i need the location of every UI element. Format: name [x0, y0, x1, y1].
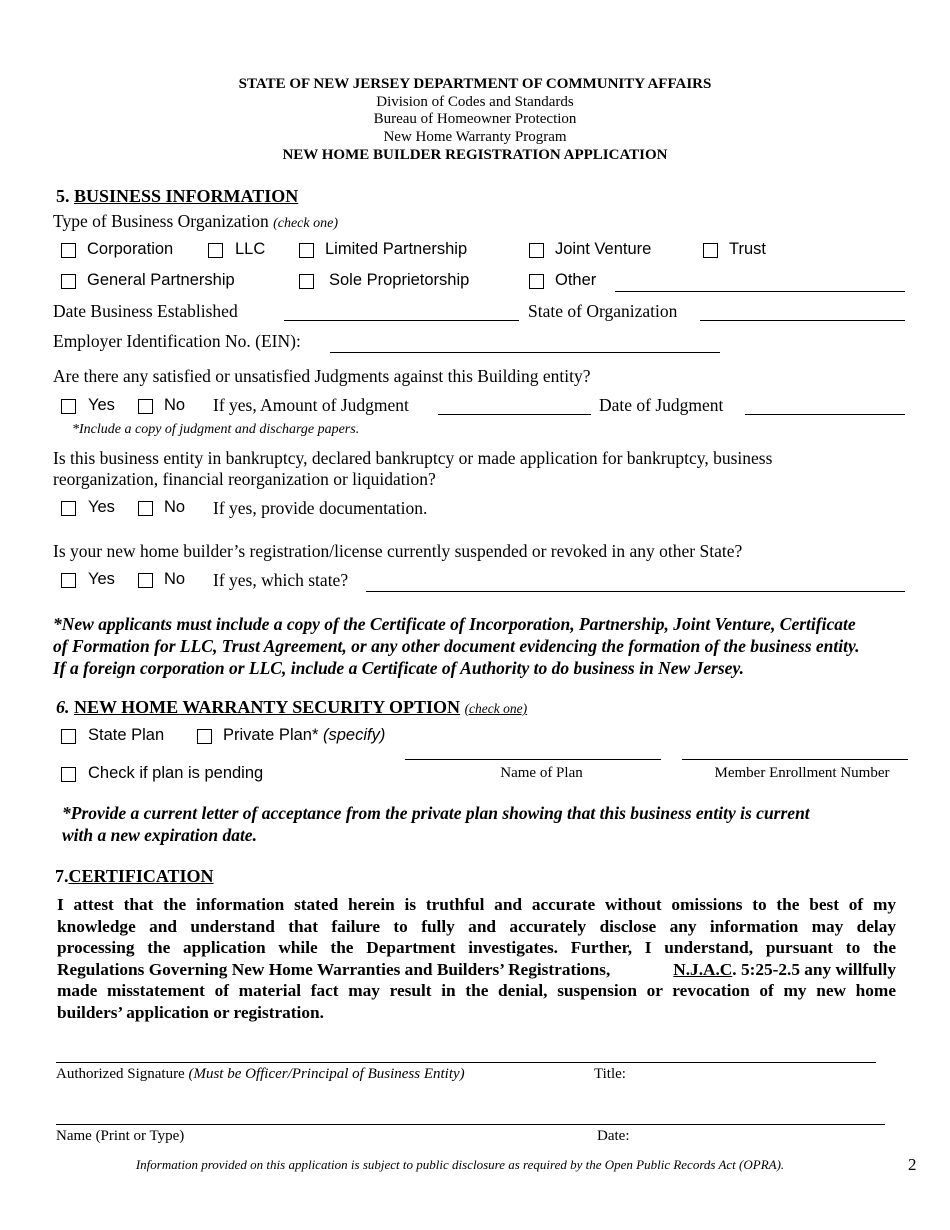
other-input-line[interactable] — [615, 291, 905, 292]
judgment-amount-input-line[interactable] — [438, 414, 591, 415]
plan-pending-label: Check if plan is pending — [88, 764, 264, 782]
judgments-question: Are there any satisfied or unsatisfied Judgments against this Building entity? — [53, 366, 591, 386]
suspended-state-input-line[interactable] — [366, 591, 905, 592]
suspended-no-checkbox[interactable] — [138, 573, 153, 588]
njac-section: . 5:25-2.5 any willfully — [732, 959, 896, 979]
bankruptcy-no-label: No — [164, 498, 186, 516]
other-checkbox[interactable] — [529, 274, 544, 289]
private-plan-text: Private Plan* — [223, 726, 319, 744]
ein-label: Employer Identification No. (EIN): — [53, 331, 301, 351]
bankruptcy-no-checkbox[interactable] — [138, 501, 153, 516]
private-plan-checkbox[interactable] — [197, 729, 212, 744]
section5-heading — [56, 186, 298, 207]
section7-title: CERTIFICATION — [68, 866, 214, 886]
section6-title: NEW HOME WARRANTY SECURITY OPTION — [74, 697, 461, 717]
name-line[interactable] — [56, 1124, 885, 1125]
bankruptcy-yes-label: Yes — [88, 498, 115, 516]
judgments-no-checkbox[interactable] — [138, 399, 153, 414]
section5-title: BUSINESS INFORMATION — [74, 186, 299, 206]
limited-partnership-checkbox[interactable] — [299, 243, 314, 258]
corporation-label: Corporation — [87, 240, 174, 258]
section7-heading — [55, 866, 214, 887]
section6-check-one: (check one) — [464, 701, 528, 716]
suspended-no-label: No — [164, 570, 186, 588]
title-label: Title: — [594, 1066, 626, 1082]
certification-line2: knowledge and understand that failure to fully and accurately disclose any information may delay — [57, 916, 896, 936]
bankruptcy-yes-checkbox[interactable] — [61, 501, 76, 516]
state-plan-checkbox[interactable] — [61, 729, 76, 744]
general-partnership-checkbox[interactable] — [61, 274, 76, 289]
signature-line[interactable] — [56, 1062, 876, 1063]
certification-line1: I attest that the information stated herein is truthful and accurate without omissions to the best of my — [57, 895, 896, 914]
signature-label-text: Authorized Signature — [56, 1066, 185, 1082]
other-label: Other — [555, 271, 597, 289]
limited-partnership-label: Limited Partnership — [325, 240, 468, 258]
private-plan-label — [223, 726, 385, 745]
general-partnership-label: General Partnership — [87, 271, 235, 289]
suspended-yes-label: Yes — [88, 570, 115, 588]
opra-notice: Information provided on this application is subject to public disclosure as required by the Open Public Records Act (OPRA). — [135, 1157, 785, 1172]
llc-checkbox[interactable] — [208, 243, 223, 258]
section5-number: 5. — [56, 186, 70, 206]
judgment-note: *Include a copy of judgment and discharge papers. — [72, 422, 360, 437]
plan-name-input-line[interactable] — [405, 759, 661, 760]
certification-line4 — [57, 959, 896, 981]
signature-label — [56, 1066, 465, 1083]
suspended-question: Is your new home builder’s registration/license currently suspended or revoked in any other State? — [53, 541, 743, 561]
joint-venture-label: Joint Venture — [555, 240, 652, 258]
certification-line4-citation — [673, 959, 896, 981]
sole-proprietorship-label: Sole Proprietorship — [329, 271, 470, 289]
judgment-amount-label: If yes, Amount of Judgment — [213, 395, 409, 415]
formation-notice-line1: *New applicants must include a copy of the Certificate of Incorporation, Partnership, Joint Venture, Certificate — [53, 614, 856, 634]
section7-number: 7. — [55, 866, 69, 886]
certification-paragraph — [57, 894, 896, 1023]
page-number: 2 — [908, 1155, 917, 1174]
member-number-caption: Member Enrollment Number — [714, 765, 890, 781]
state-organization-label: State of Organization — [528, 301, 678, 321]
state-organization-input-line[interactable] — [700, 320, 905, 321]
form-title: NEW HOME BUILDER REGISTRATION APPLICATION — [282, 147, 668, 163]
section6-number: 6. — [56, 697, 70, 717]
plan-name-caption: Name of Plan — [500, 765, 583, 781]
division-name: Division of Codes and Standards — [376, 94, 574, 110]
ein-input-line[interactable] — [330, 352, 720, 353]
judgment-date-label: Date of Judgment — [599, 395, 724, 415]
bankruptcy-followup: If yes, provide documentation. — [213, 498, 428, 518]
state-plan-label: State Plan — [88, 726, 165, 744]
bankruptcy-question-line2: reorganization, financial reorganization or liquidation? — [53, 469, 436, 489]
certification-line5: made misstatement of material fact may result in the denial, suspension or revocation of my new home — [57, 981, 896, 1000]
bankruptcy-question-line1: Is this business entity in bankruptcy, declared bankruptcy or made application for bankruptcy, business — [53, 448, 773, 468]
formation-notice-line2: of Formation for LLC, Trust Agreement, or any other document evidencing the formation of the business entity. — [53, 636, 860, 656]
member-number-input-line[interactable] — [682, 759, 908, 760]
signature-label-note: (Must be Officer/Principal of Business Entity) — [188, 1066, 465, 1082]
org-type-label — [53, 211, 338, 232]
judgments-no-label: No — [164, 396, 186, 414]
certification-line6: builders’ application or registration. — [57, 1002, 324, 1022]
llc-label: LLC — [235, 240, 266, 258]
private-plan-specify: (specify) — [322, 726, 386, 744]
date-established-input-line[interactable] — [284, 320, 519, 321]
sole-proprietorship-checkbox[interactable] — [299, 274, 314, 289]
plan-pending-checkbox[interactable] — [61, 767, 76, 782]
acceptance-notice-line2: with a new expiration date. — [62, 825, 257, 845]
date-established-label: Date Business Established — [53, 301, 238, 321]
njac-reference: N.J.A.C — [673, 959, 733, 979]
section6-heading — [56, 697, 527, 718]
date-label: Date: — [597, 1128, 630, 1144]
org-type-text: Type of Business Organization — [53, 211, 269, 231]
name-label: Name (Print or Type) — [56, 1128, 185, 1144]
program-name: New Home Warranty Program — [383, 129, 567, 145]
certification-line4-text: Regulations Governing New Home Warranties and Builders’ Registrations, — [57, 959, 611, 979]
judgments-yes-label: Yes — [88, 396, 115, 414]
corporation-checkbox[interactable] — [61, 243, 76, 258]
suspended-yes-checkbox[interactable] — [61, 573, 76, 588]
formation-notice-line3: If a foreign corporation or LLC, include a Certificate of Authority to do business in New Jersey. — [53, 658, 744, 678]
bureau-name: Bureau of Homeowner Protection — [373, 111, 577, 127]
acceptance-notice-line1: *Provide a current letter of acceptance from the private plan showing that this business entity is current — [62, 803, 810, 823]
org-type-check-one: (check one) — [273, 216, 338, 231]
judgment-date-input-line[interactable] — [745, 414, 905, 415]
trust-checkbox[interactable] — [703, 243, 718, 258]
joint-venture-checkbox[interactable] — [529, 243, 544, 258]
agency-title: STATE OF NEW JERSEY DEPARTMENT OF COMMUNITY AFFAIRS — [238, 76, 712, 92]
trust-label: Trust — [729, 240, 766, 258]
certification-line3: processing the application while the Department investigates. Further, I understand, pursuant to the — [57, 938, 896, 957]
suspended-followup: If yes, which state? — [213, 570, 349, 590]
judgments-yes-checkbox[interactable] — [61, 399, 76, 414]
